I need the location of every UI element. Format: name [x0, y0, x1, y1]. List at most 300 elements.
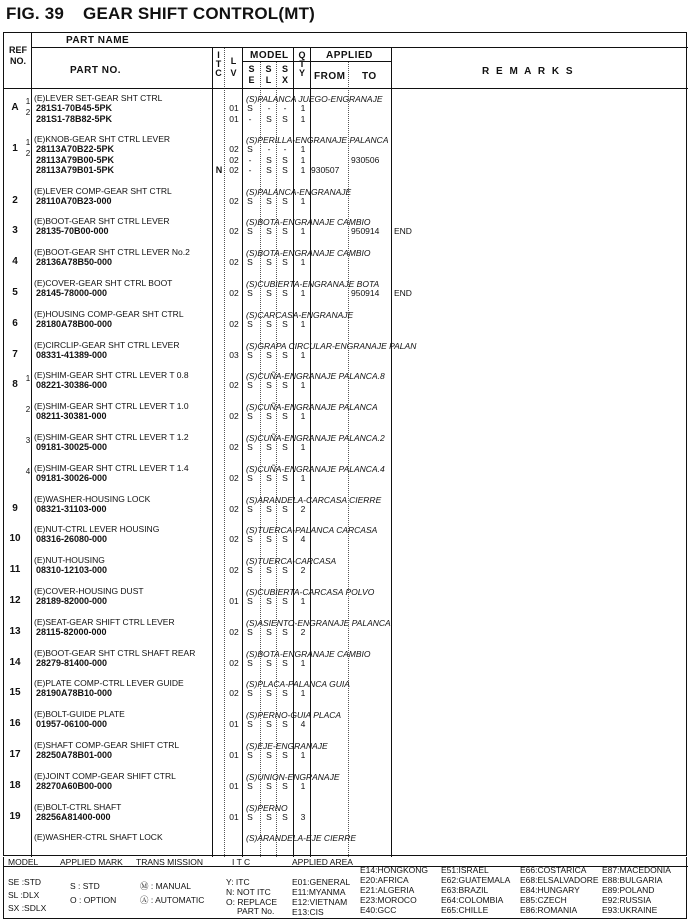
model-sx-value: -: [283, 144, 287, 154]
model-sx-value: S: [282, 226, 288, 237]
legend-itc-y: Y: ITC: [226, 877, 250, 887]
qty-value: 1: [300, 349, 306, 360]
legend-area-item: E11:MYANMA: [292, 887, 346, 897]
lv-value: 02: [229, 503, 239, 514]
from-header: FROM: [314, 71, 346, 82]
remarks-value: END: [394, 287, 412, 298]
lv-value: 02: [229, 226, 239, 237]
legend-area-item: E65:CHILLE: [441, 905, 489, 915]
part-name: (E)BOLT-CTRL SHAFT: [34, 801, 122, 812]
legend-area-item: E86:ROMANIA: [520, 905, 578, 915]
model-se-value: S: [247, 318, 253, 329]
spanish-name: (S)CUÑA-ENGRANAJE PALANCA: [246, 402, 378, 413]
model-se-value: S: [247, 349, 253, 360]
sub-number: 4: [25, 466, 31, 476]
legend-area-item: E62:GUATEMALA: [441, 875, 511, 885]
remarks-value: END: [394, 226, 412, 237]
part-name: (E)BOOT-GEAR SHT CTRL LEVER No.2: [34, 247, 190, 258]
part-name: (E)WASHER-CTRL SHAFT LOCK: [34, 832, 163, 843]
model-se-value: S: [247, 380, 253, 391]
part-number: 28113A70B22-5PK: [36, 144, 115, 154]
ref-number: 7: [12, 348, 18, 360]
ref-number: 13: [9, 625, 21, 637]
part-name: (E)KNOB-GEAR SHT CTRL LEVER: [34, 134, 171, 144]
part-number: 28190A78B10-000: [36, 688, 113, 699]
table-row: [4, 432, 688, 463]
qty-value: 1: [300, 103, 306, 113]
model-col-sx: S X: [281, 64, 288, 85]
lv-value: 02: [229, 154, 239, 165]
part-number: 28115-82000-000: [36, 626, 107, 637]
model-sx-value: S: [282, 411, 288, 422]
legend-mark-option: O : OPTION: [70, 895, 117, 905]
table-row: [4, 524, 688, 555]
spanish-name: (S)ARANDELA-EJE CIERRE: [246, 833, 357, 844]
figure-title: [6, 4, 315, 24]
lv-value: 02: [229, 688, 239, 699]
spanish-name: (S)BOTA-ENGRANAJE CAMBIO: [246, 648, 371, 659]
part-name: (E)LEVER COMP-GEAR SHT CTRL: [34, 185, 172, 196]
model-sx-value: S: [282, 534, 288, 545]
sub-number: 2: [25, 405, 31, 415]
spanish-name: (S)CUÑA-ENGRANAJE PALANCA.4: [246, 463, 385, 474]
lv-value: 01: [229, 103, 239, 113]
qty-value: 1: [300, 154, 306, 165]
ref-number: 3: [12, 225, 18, 237]
model-sl-value: S: [266, 811, 272, 822]
part-number: 28180A78B00-000: [36, 318, 113, 329]
qty-value: 1: [300, 226, 306, 237]
part-no-header: PART NO.: [70, 65, 122, 76]
spanish-name: (S)PERNO: [246, 802, 288, 813]
ref-number: 15: [9, 687, 21, 699]
table-row: [4, 134, 688, 186]
model-sl-value: S: [266, 688, 272, 699]
part-number: 08221-30386-000: [36, 380, 108, 391]
part-name: (E)CIRCLIP-GEAR SHT CTRL LEVER: [34, 339, 180, 350]
model-col-se: S E: [248, 64, 255, 85]
qty-header: Q T Y: [298, 50, 306, 78]
table-row: [4, 802, 688, 833]
model-sx-value: S: [282, 257, 288, 268]
lv-value: 01: [229, 749, 239, 760]
ref-number: 10: [9, 533, 21, 545]
part-name: (E)JOINT COMP-GEAR SHIFT CTRL: [34, 770, 176, 781]
spanish-name: (S)CUBIERTA-ENGRANAJE BOTA: [246, 278, 380, 289]
model-se-value: S: [247, 103, 253, 113]
model-se-value: S: [247, 441, 253, 452]
model-sx-value: S: [282, 287, 288, 298]
model-se-value: S: [247, 534, 253, 545]
legend-area-header: APPLIED AREA: [292, 857, 353, 867]
lv-value: 03: [229, 349, 239, 360]
legend-applied-mark-header: APPLIED MARK: [60, 857, 123, 867]
ref-number: 19: [9, 810, 21, 822]
qty-value: 1: [300, 595, 306, 606]
spanish-name: (S)EJE-ENGRANAJE: [246, 740, 328, 751]
part-name: (E)SEAT-GEAR SHIFT CTRL LEVER: [34, 616, 175, 627]
legend-model-sl: SL :DLX: [8, 890, 40, 900]
part-name: (E)PLATE COMP-CTRL LEVER GUIDE: [34, 678, 184, 689]
part-name: (E)BOOT-GEAR SHT CTRL SHAFT REAR: [34, 647, 196, 658]
sub-number: 3: [25, 435, 31, 445]
model-se-value: S: [247, 226, 253, 237]
legend-transmission-header: TRANS MISSION: [136, 857, 204, 867]
lv-value: 02: [229, 195, 239, 206]
model-sl-value: S: [266, 780, 272, 791]
qty-value: 1: [300, 380, 306, 391]
ref-number: 5: [12, 286, 18, 298]
legend-area-item: E12:VIETNAM: [292, 897, 348, 907]
model-sl-value: S: [266, 287, 272, 298]
lv-value: 01: [229, 719, 239, 730]
model-sl-value: S: [266, 565, 272, 576]
part-name: (E)NUT-CTRL LEVER HOUSING: [34, 524, 160, 535]
model-se-value: S: [247, 411, 253, 422]
spanish-name: (S)ASIENTO-ENGRANAJE PALANCA: [246, 617, 391, 628]
part-name: (E)COVER-GEAR SHT CTRL BOOT: [34, 277, 173, 288]
lv-value: 02: [229, 287, 239, 298]
qty-value: 3: [300, 811, 306, 822]
legend-area-item: E87:MACEDONIA: [602, 865, 671, 875]
model-se-value: S: [247, 780, 253, 791]
legend: [3, 857, 687, 919]
part-number: 28113A79B01-5PK: [36, 165, 115, 175]
legend-itc-part: PART No.: [237, 906, 275, 916]
lv-value: 02: [229, 657, 239, 668]
part-number: 08321-31103-000: [36, 503, 107, 514]
model-sl-value: -: [267, 103, 271, 113]
to-header: TO: [362, 71, 377, 82]
sub-number: 1: [25, 97, 31, 106]
table-row: [4, 555, 688, 586]
applied-to: 950914: [351, 226, 380, 237]
qty-value: 1: [300, 688, 306, 699]
legend-area-item: E13:CIS: [292, 907, 324, 917]
model-se-value: S: [247, 144, 253, 154]
legend-area-item: E14:HONGKONG: [360, 865, 429, 875]
model-sl-value: S: [266, 154, 272, 165]
part-number: 28110A70B23-000: [36, 195, 112, 206]
lv-value: 02: [229, 380, 239, 391]
model-sl-value: S: [266, 113, 272, 124]
qty-value: 1: [300, 318, 306, 329]
lv-value: 01: [229, 113, 239, 124]
lv-value: 02: [229, 626, 239, 637]
legend-itc-header: I T C: [232, 857, 251, 867]
spanish-name: (S)CUBIERTA-CARCASA POLVO: [246, 586, 375, 597]
qty-value: 1: [300, 165, 306, 175]
sub-number: 1: [25, 138, 31, 147]
model-sx-value: S: [282, 595, 288, 606]
qty-value: 1: [300, 441, 306, 452]
applied-from: 930507: [311, 165, 340, 175]
part-number: 28279-81400-000: [36, 657, 108, 668]
part-number: 281S1-78B82-5PK: [36, 113, 113, 124]
applied-header: APPLIED: [326, 50, 373, 61]
qty-value: 1: [300, 749, 306, 760]
model-se-value: S: [247, 257, 253, 268]
part-number: 28135-70B00-000: [36, 226, 109, 237]
model-sl-value: S: [266, 657, 272, 668]
part-number: 08310-12103-000: [36, 565, 108, 576]
model-se-value: S: [247, 719, 253, 730]
applied-to: 930506: [351, 154, 380, 165]
spanish-name: (S)BOTA-ENGRANAJE CAMBIO: [246, 217, 371, 228]
model-se-value: -: [248, 113, 252, 124]
legend-area-item: E92:RUSSIA: [602, 895, 652, 905]
part-number: 28250A78B01-000: [36, 749, 113, 760]
model-sx-value: S: [282, 165, 288, 175]
table-row: [4, 309, 688, 340]
model-sx-value: S: [282, 657, 288, 668]
model-header: MODEL: [250, 50, 289, 61]
part-name: (E)BOOT-GEAR SHT CTRL LEVER: [34, 216, 170, 227]
model-sl-value: S: [266, 626, 272, 637]
model-se-value: S: [247, 195, 253, 206]
model-sl-value: S: [266, 380, 272, 391]
part-name: (E)WASHER-HOUSING LOCK: [34, 493, 151, 504]
lv-value: 01: [229, 811, 239, 822]
sub-number: 2: [25, 148, 31, 158]
legend-area-item: E21:ALGERIA: [360, 885, 415, 895]
spanish-name: (S)CUÑA-ENGRANAJE PALANCA.8: [246, 371, 385, 382]
qty-value: 4: [300, 534, 306, 545]
legend-area-item: E84:HUNGARY: [520, 885, 580, 895]
qty-value: 1: [300, 195, 306, 206]
qty-value: 1: [300, 257, 306, 268]
table-row: [4, 278, 688, 309]
spanish-name: (S)TUERCA-PALANCA CARCASA: [246, 525, 378, 536]
qty-value: 1: [300, 113, 306, 124]
part-number: 28189-82000-000: [36, 595, 108, 606]
model-sx-value: -: [283, 103, 287, 113]
spanish-name: (S)PALANCA JUEGO-ENGRANAJE: [246, 94, 383, 104]
model-sl-value: S: [266, 719, 272, 730]
model-sl-value: -: [267, 144, 271, 154]
qty-value: 4: [300, 719, 306, 730]
part-name: (E)HOUSING COMP-GEAR SHT CTRL: [34, 308, 184, 319]
spanish-name: (S)CUÑA-ENGRANAJE PALANCA.2: [246, 432, 385, 443]
table-row: [4, 709, 688, 740]
table-row: [4, 216, 688, 247]
table-row: [4, 678, 688, 709]
sub-number: 1: [25, 374, 31, 384]
model-sx-value: S: [282, 749, 288, 760]
model-se-value: -: [248, 154, 252, 165]
model-sl-value: S: [266, 749, 272, 760]
legend-model-header: MODEL: [8, 857, 39, 867]
figure-number: FIG. 39: [6, 4, 65, 23]
itc-value: N: [215, 165, 223, 175]
spanish-name: (S)ARANDELA-CARCASA CIERRE: [246, 494, 382, 505]
ref-number: 4: [12, 256, 18, 268]
qty-value: 1: [300, 657, 306, 668]
part-name: (E)SHIM-GEAR SHT CTRL LEVER T 1.0: [34, 401, 189, 412]
spanish-name: (S)PALANCA-ENGRANAJE: [246, 186, 352, 197]
legend-area-item: E40:GCC: [360, 905, 397, 915]
model-se-value: S: [247, 503, 253, 514]
part-name: (E)BOLT-GUIDE PLATE: [34, 709, 125, 720]
ref-number: 11: [9, 564, 21, 576]
model-se-value: S: [247, 811, 253, 822]
model-sl-value: S: [266, 472, 272, 483]
spanish-name: (S)GRAPA CIRCULAR-ENGRANAJE PALAN: [246, 340, 417, 351]
part-name-header: PART NAME: [66, 35, 130, 46]
part-name: (E)SHIM-GEAR SHT CTRL LEVER T 0.8: [34, 370, 189, 381]
table-row: [4, 186, 688, 217]
model-sx-value: S: [282, 154, 288, 165]
model-sx-value: S: [282, 349, 288, 360]
legend-mark-std: S : STD: [70, 881, 100, 891]
ref-no-header: REF NO.: [9, 45, 27, 66]
part-name: (E)COVER-HOUSING DUST: [34, 585, 144, 596]
table-row: [4, 93, 688, 134]
part-number: 28256A81400-000: [36, 811, 111, 822]
legend-area-item: E63:BRAZIL: [441, 885, 489, 895]
model-sx-value: S: [282, 195, 288, 206]
model-sl-value: S: [266, 257, 272, 268]
model-col-sl: S L: [265, 64, 272, 85]
model-se-value: S: [247, 595, 253, 606]
qty-value: 2: [300, 626, 306, 637]
model-sl-value: S: [266, 226, 272, 237]
lv-value: 02: [229, 257, 239, 268]
applied-to: 950914: [351, 287, 380, 298]
table-row: [4, 617, 688, 648]
model-se-value: S: [247, 626, 253, 637]
model-sx-value: S: [282, 113, 288, 124]
legend-area-item: E23:MOROCO: [360, 895, 417, 905]
qty-value: 1: [300, 780, 306, 791]
qty-value: 1: [300, 411, 306, 422]
lv-value: 01: [229, 780, 239, 791]
part-number: 28270A60B00-000: [36, 780, 113, 791]
model-sl-value: S: [266, 534, 272, 545]
model-sx-value: S: [282, 688, 288, 699]
qty-value: 1: [300, 144, 306, 154]
model-sl-value: S: [266, 165, 272, 175]
model-sx-value: S: [282, 626, 288, 637]
part-number: 08316-26080-000: [36, 534, 108, 545]
legend-area-item: E20:AFRICA: [360, 875, 409, 885]
table-row: [4, 771, 688, 802]
itc-header: I T C: [215, 50, 222, 78]
ref-number: 1: [12, 143, 18, 154]
ref-number: 9: [12, 502, 18, 514]
part-number: 28136A78B50-000: [36, 257, 113, 268]
table-row: [4, 494, 688, 525]
model-sl-value: S: [266, 411, 272, 422]
model-sl-value: S: [266, 595, 272, 606]
part-number: 08331-41389-000: [36, 349, 108, 360]
model-se-value: S: [247, 472, 253, 483]
lv-value: 02: [229, 534, 239, 545]
table-row: [4, 247, 688, 278]
legend-area-item: E85:CZECH: [520, 895, 567, 905]
part-name: (E)SHIM-GEAR SHT CTRL LEVER T 1.2: [34, 431, 189, 442]
ref-number: 18: [9, 779, 21, 791]
legend-area-item: E01:GENERAL: [292, 877, 351, 887]
legend-manual: Ⓜ : MANUAL: [140, 881, 192, 891]
figure-name: GEAR SHIFT CONTROL(MT): [83, 4, 316, 23]
table-row: [4, 370, 688, 401]
lv-value: 02: [229, 441, 239, 452]
ref-number: 2: [12, 194, 18, 206]
model-sx-value: S: [282, 318, 288, 329]
remarks-header: R E M A R K S: [482, 66, 575, 77]
lv-value: 02: [229, 165, 239, 175]
part-number: 09181-30025-000: [36, 441, 108, 452]
lv-value: 02: [229, 411, 239, 422]
model-sx-value: S: [282, 780, 288, 791]
part-number: 28113A79B00-5PK: [36, 154, 115, 165]
table-row: [4, 648, 688, 679]
part-number: 08211-30381-000: [36, 411, 107, 422]
legend-itc-o: O: REPLACE: [226, 897, 278, 907]
legend-area-item: E93:UKRAINE: [602, 905, 658, 915]
model-se-value: S: [247, 688, 253, 699]
model-sl-value: S: [266, 195, 272, 206]
model-se-value: S: [247, 565, 253, 576]
ref-number: 14: [9, 656, 21, 668]
table-row: [4, 340, 688, 371]
ref-number: A: [11, 102, 19, 113]
model-sx-value: S: [282, 719, 288, 730]
model-sx-value: S: [282, 380, 288, 391]
spanish-name: (S)CARCASA-ENGRANAJE: [246, 309, 354, 320]
part-name: (E)LEVER SET-GEAR SHT CTRL: [34, 93, 163, 103]
model-sl-value: S: [266, 441, 272, 452]
model-sl-value: S: [266, 318, 272, 329]
ref-number: 8: [12, 379, 18, 391]
spanish-name: (S)PLACA-PALANCA GUIA: [246, 679, 350, 690]
lv-value: 02: [229, 144, 239, 154]
model-sx-value: S: [282, 811, 288, 822]
qty-value: 1: [300, 472, 306, 483]
model-sx-value: S: [282, 441, 288, 452]
model-se-value: S: [247, 287, 253, 298]
legend-area-item: E88:BULGARIA: [602, 875, 663, 885]
spanish-name: (S)PERNO-GUIA PLACA: [246, 710, 342, 721]
spanish-name: (S)PERILLA-ENGRANAJE PALANCA: [246, 135, 389, 145]
lv-value: 02: [229, 318, 239, 329]
legend-model-sx: SX :SDLX: [8, 903, 47, 913]
part-name: (E)SHAFT COMP-GEAR SHIFT CTRL: [34, 739, 180, 750]
qty-value: 2: [300, 503, 306, 514]
legend-model-se: SE :STD: [8, 877, 42, 887]
part-name: (E)SHIM-GEAR SHT CTRL LEVER T 1.4: [34, 462, 189, 473]
table-row: [4, 586, 688, 617]
spanish-name: (S)TUERCA-CARCASA: [246, 556, 337, 567]
part-number: 28145-78000-000: [36, 287, 108, 298]
model-se-value: S: [247, 657, 253, 668]
ref-number: 6: [12, 317, 18, 329]
table-row: [4, 463, 688, 494]
qty-value: 1: [300, 287, 306, 298]
legend-area-item: E64:COLOMBIA: [441, 895, 504, 905]
legend-automatic: Ⓐ : AUTOMATIC: [140, 895, 205, 905]
model-se-value: -: [248, 165, 252, 175]
legend-area-item: E66:COSTARICA: [520, 865, 587, 875]
legend-area-item: E51:ISRAEL: [441, 865, 489, 875]
model-sx-value: S: [282, 472, 288, 483]
table-row: [4, 401, 688, 432]
part-number: 281S1-70B45-5PK: [36, 103, 113, 113]
spanish-name: (S)BOTA-ENGRANAJE CAMBIO: [246, 248, 371, 259]
part-name: (E)NUT-HOUSING: [34, 555, 105, 566]
qty-value: 2: [300, 565, 306, 576]
